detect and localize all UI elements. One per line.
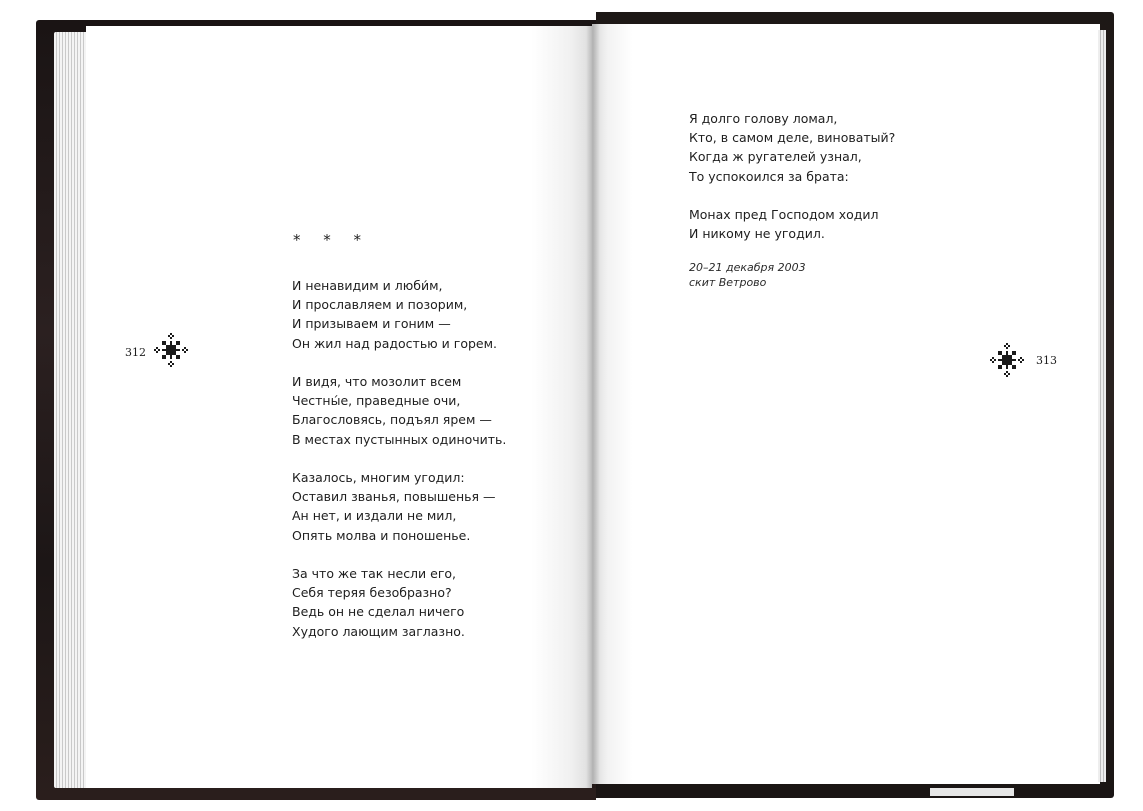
cross-stitch-ornament-icon <box>990 343 1024 377</box>
poem-line: И никому не угодил. <box>689 226 825 242</box>
right-stanza-2 <box>689 205 879 243</box>
poem-line: Худого лающим заглазно. <box>292 623 465 639</box>
poem-dateline <box>689 260 806 290</box>
page-number-right: 313 <box>1036 354 1057 367</box>
poem-line: И ненавидим и люби́м, <box>292 278 443 293</box>
page-edges-stack <box>54 32 88 788</box>
poem-line: Оставил званья, повышенья — <box>292 489 496 505</box>
page-number-left: 312 <box>125 346 146 359</box>
poem-place: скит Ветрово <box>689 276 767 289</box>
poem-line: В местах пустынных одиночить. <box>292 431 507 447</box>
right-stanza-1 <box>689 109 895 186</box>
poem-line: Когда ж ругателей узнал, <box>689 149 862 165</box>
poem-line: Честны́е, праведные очи, <box>292 393 461 409</box>
spine-gutter <box>586 24 600 788</box>
poem-line: Он жил над радостью и горем. <box>292 335 498 351</box>
poem-line: Себя теряя безобразно? <box>292 585 452 601</box>
cross-stitch-ornament-icon <box>154 333 188 367</box>
poem-line: Кто, в самом деле, виноватый? <box>689 130 896 146</box>
left-stanza-1 <box>292 276 497 353</box>
left-stanza-4 <box>292 564 465 641</box>
poem-line: Опять молва и поношенье. <box>292 527 471 543</box>
poem-line: Благословясь, подъял ярем — <box>292 412 492 428</box>
poem-line: И видя, что мозолит всем <box>292 374 462 389</box>
poem-line: И прославляем и позорим, <box>292 297 468 313</box>
poem-line: И призываем и гоним — <box>292 316 451 332</box>
poem-date: 20–21 декабря 2003 <box>689 261 806 274</box>
poem-line: То успокоился за брата: <box>689 168 849 184</box>
poem-line: Ведь он не сделал ничего <box>292 604 465 620</box>
poem-line: Казалось, многим угодил: <box>292 470 465 485</box>
left-stanza-2 <box>292 372 506 449</box>
poem-line: Монах пред Господом ходил <box>689 207 879 222</box>
page-edges-right <box>1098 30 1106 782</box>
poem-line: За что же так несли его, <box>292 566 457 581</box>
bottom-edge-strip <box>930 788 1014 796</box>
left-stanza-3 <box>292 468 496 545</box>
poem-line: Ан нет, и издали не мил, <box>292 508 457 524</box>
poem-line: Я долго голову ломал, <box>689 111 838 126</box>
stanza-separator: * * * <box>293 231 371 249</box>
